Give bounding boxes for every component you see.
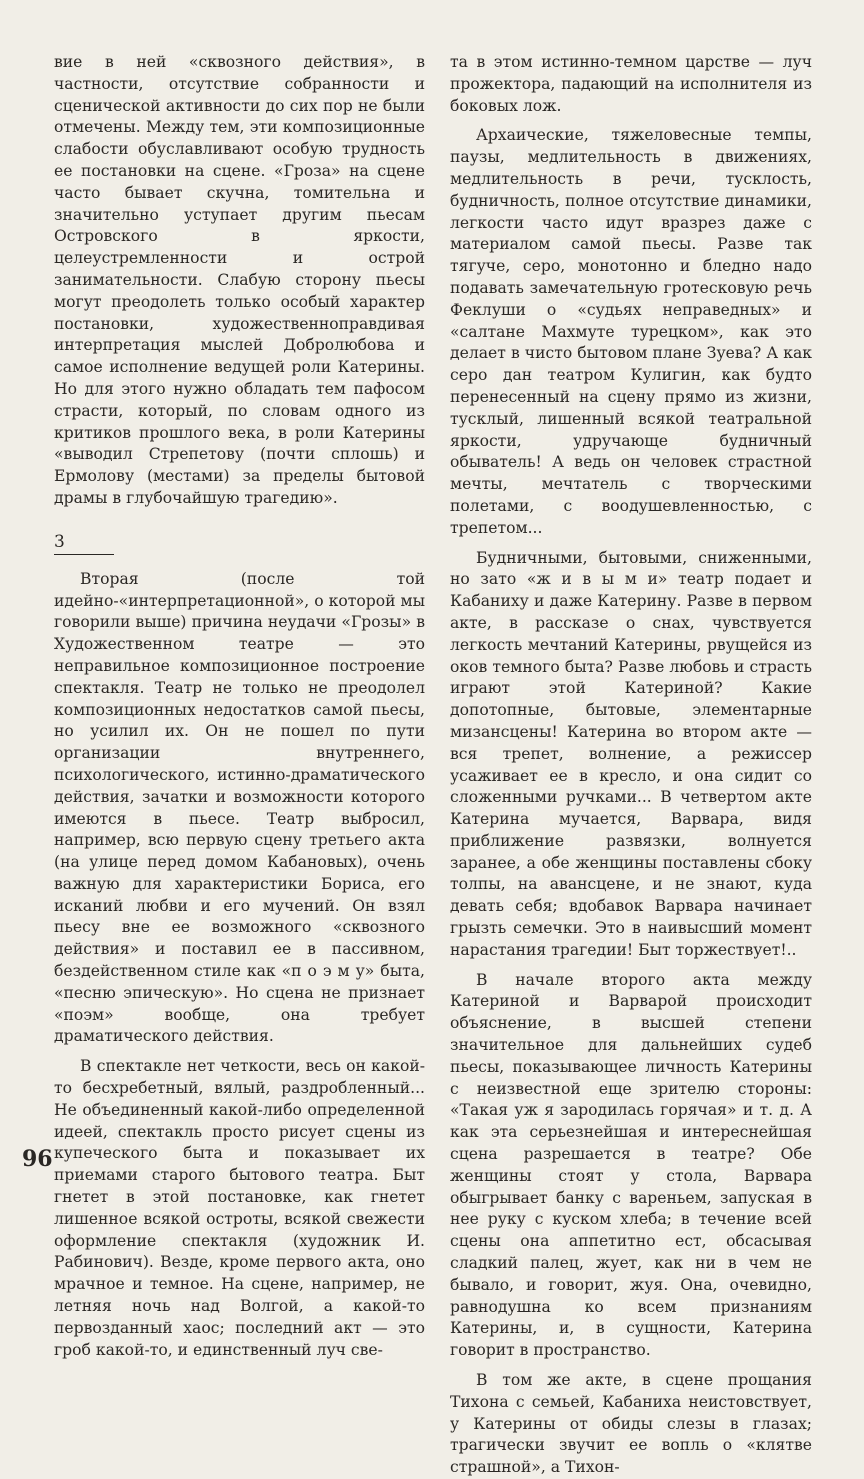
paragraph: Вторая (после той идейно-«интерпретационной», о которой мы говорили выше) причина неудачи «Грозы» в Художественном театре — это неправильное композиционное построение спектакля. Театр не только не преодолел композиционных недостатков самой пьесы, но усилил их. Он не пошел по пути организации внутреннего, психологического, истинно-драматического действия, зачатки и возможности которого имеются в пьесе. Театр выбросил, например, всю первую сцену третьего акта (на улице перед домом Кабановых), очень важную для характеристики Бориса, его исканий любви и его мучений. Он взял пьесу вне ее возможного «сквозного действия» и поставил ее в пассивном, бездейственном стиле как «п о э м у» быта, «песню эпическую». Но сцена не признает «поэм» вообще, она требует драматического действия. [54,569,425,1046]
paragraph: В спектакле нет четкости, весь он какой-то бесхребетный, вялый, раздробленный... Не объединенный какой-либо определенной идеей, спектакль просто рисует сцены из купеческого быта и показывает их приемами старого бытового театра. Быт гнетет в этой постановке, как гнетет лишенное всякой остроты, всякой свежести оформление спектакля (художник И. Рабинович). Везде, кроме первого акта, оно мрачное и темное. На сцене, например, не летняя ночь над Волгой, а какой-то первозданный хаос; последний акт — это гроб какой-то, и единственный луч све- [54,1057,425,1359]
paragraph: вие в ней «сквозного действия», в частности, отсутствие собранности и сценической активности до сих пор не были отмечены. Между тем, эти композиционные слабости обуславливают особую трудность ее постановки на сцене. «Гроза» на сцене часто бывает скучна, томительна и значительно уступает другим пьесам Островского в яркости, целеустремленности и острой занимательности. Слабую сторону пьесы могут преодолеть только особый характер постановки, художественноправдивая интерпретация мыслей Добролюбова и самое исполнение ведущей роли Катерины. Но для этого нужно обладать тем пафосом страсти, который, по словам одного из критиков прошлого века, в роли Катерины «выводил Стрепетову (почти сплошь) и Ермолову (местами) за пределы бытовой драмы в глубочайшую трагедию». [54,53,425,507]
paragraph: В том же акте, в сцене прощания Тихона с семьей, Кабаниха неистовствует, у Катерины от обиды слезы в глазах; трагически звучит ее вопль о «клятве страшной», а Тихон- [450,1371,812,1477]
left-column [54,52,425,1361]
paragraph: та в этом истинно-темном царстве — луч прожектора, падающий на исполнителя из боковых лож. [450,53,812,115]
paragraph: В начале второго акта между Катериной и Варварой происходит объяснение, в высшей степени значительное для дальнейших судеб пьесы, показывающее личность Катерины с неизвестной еще зрителю стороны: «Такая уж я зародилась горячая» и т. д. А как эта серьезнейшая и интереснейшая сцена разрешается в театре? Обе женщины стоят у стола, Варвара обыгрывает банку с вареньем, запуская в нее руку с куском хлеба; в течение всей сцены она аппетитно ест, обсасывая сладкий палец, жует, как ни в чем не бывало, и говорит, жуя. Она, очевидно, равнодушна ко всем признаниям Катерины, и, в сущности, Катерина говорит в пространство. [450,970,812,1360]
right-column [450,52,812,1479]
paragraph: Будничными, бытовыми, сниженными, но зато «ж и в ы м и» театр подает и Кабаниху и даже Катерину. Разве в первом акте, в рассказе о снах, чувствуется легкость мечтаний Катерины, рвущейся из оков темного быта? Разве любовь и страсть играют этой Катериной? Какие допотопные, бытовые, элементарные мизансцены! Катерина во втором акте — вся трепет, волнение, а режиссер усаживает ее в кресло, и она сидит со сложенными ручками... В четвертом акте Катерина мучается, Варвара, видя приближение развязки, волнуется заранее, а обе женщины поставлены сбоку толпы, на авансцене, и не знают, куда девать себя; вдобавок Варвара начинает грызть семечки. Это в наивысший момент нарастания трагедии! Быт торжествует!.. [450,548,812,959]
page-number: 96 [22,1146,53,1172]
section-heading [54,530,425,555]
paragraph: Архаические, тяжеловесные темпы, паузы, медлительность в движениях, медлительность в речи, тусклость, будничность, полное отсутствие динамики, легкости часто идут вразрез даже с материалом самой пьесы. Разве так тягуче, серо, монотонно и бледно надо подавать замечательную гротесковую речь Феклуши о «судьях неправедных» и «салтане Махмуте турецком», как это делает в чисто бытовом плане Зуева? А как серо дан театром Кулигин, как будто перенесенный на сцену прямо из жизни, тусклый, лишенный всякой театральной яркости, удручающе будничный обыватель! А ведь он человек страстной мечты, мечтатель с творческими полетами, с воодушевленностью, с трепетом... [450,126,812,537]
section-number: 3 [54,530,114,555]
